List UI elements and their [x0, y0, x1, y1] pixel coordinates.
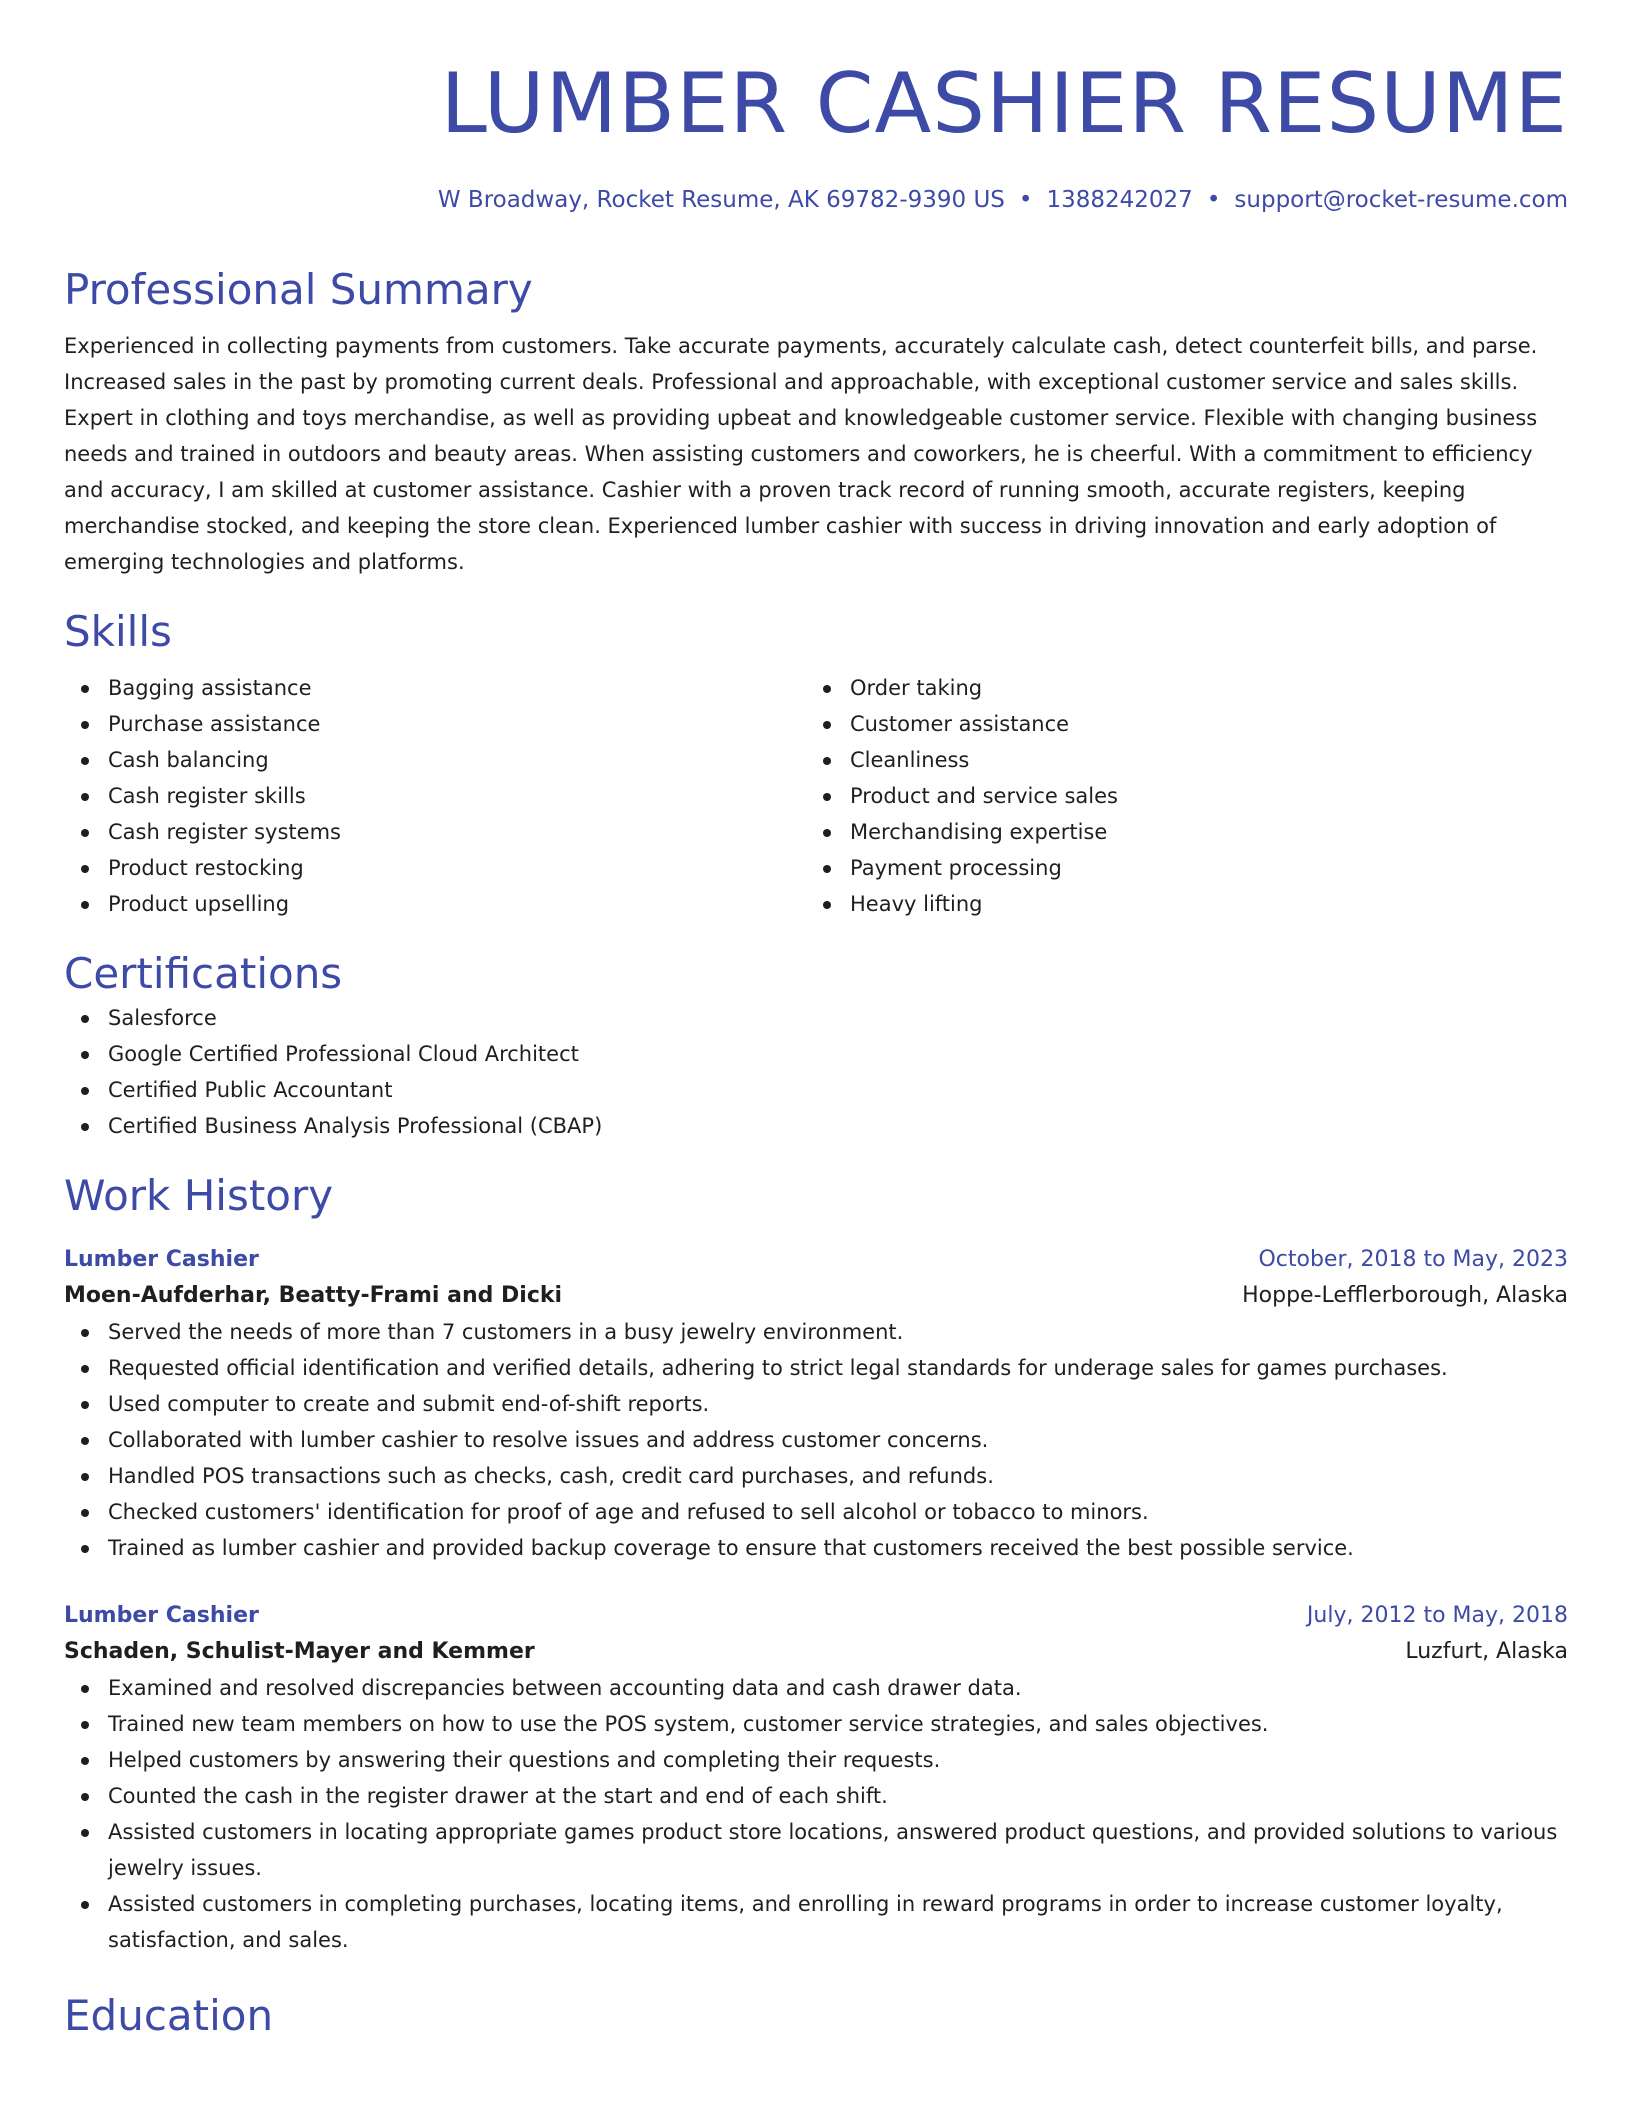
- job-duties-list: [64, 1314, 1568, 1566]
- skills-grid: [64, 670, 1568, 922]
- job-company-row: [64, 1634, 1568, 1670]
- skill-item: Order taking: [806, 670, 1548, 706]
- skill-item: Cash balancing: [64, 742, 806, 778]
- skills-column-left: [64, 670, 806, 922]
- certifications-heading: Certifications: [64, 949, 343, 998]
- job-duty-item: Collaborated with lumber cashier to resolve issues and address customer concerns.: [64, 1422, 1568, 1458]
- skill-item: Customer assistance: [806, 706, 1548, 742]
- skill-item: Heavy lifting: [806, 886, 1548, 922]
- job-duty-item: Served the needs of more than 7 customers in a busy jewelry environment.: [64, 1314, 1568, 1350]
- contact-address: W Broadway, Rocket Resume, AK 69782-9390 US: [437, 187, 1005, 213]
- skills-column-right: [806, 670, 1548, 922]
- summary-heading: Professional Summary: [64, 265, 533, 314]
- certifications-list: [64, 1000, 1568, 1144]
- skill-item: Purchase assistance: [64, 706, 806, 742]
- job-duty-item: Counted the cash in the register drawer at the start and end of each shift.: [64, 1778, 1568, 1814]
- skill-item: Cash register skills: [64, 778, 806, 814]
- summary-text: Experienced in collecting payments from customers. Take accurate payments, accurately calculate cash, detect counterfeit bills, and parse. Increased sales in the past by promoting current deals. Professional and approachable, with exceptional customer service and sales skills. Expert in clothing and toys merchandise, as well as providing upbeat and knowledgeable customer service. Flexible with changing business needs and trained in outdoors and beauty areas. When assisting customers and coworkers, he is cheerful. With a commitment to efficiency and accuracy, I am skilled at customer assistance. Cashier with a proven track record of running smooth, accurate registers, keeping merchandise stocked, and keeping the store clean. Experienced lumber cashier with success in driving innovation and early adoption of emerging technologies and platforms.: [64, 334, 1538, 574]
- job-title-row: [64, 1598, 1568, 1634]
- resume-header: [64, 54, 1568, 216]
- skill-item: Product restocking: [64, 850, 806, 886]
- work-history-heading: Work History: [64, 1171, 334, 1220]
- job-company-row: [64, 1278, 1568, 1314]
- skill-item: Cleanliness: [806, 742, 1548, 778]
- job-company: Schaden, Schulist-Mayer and Kemmer: [64, 1639, 535, 1664]
- contact-phone: 1388242027: [1046, 187, 1193, 213]
- skills-heading: Skills: [64, 607, 172, 656]
- contact-separator: •: [1018, 187, 1033, 213]
- certification-item: Google Certified Professional Cloud Architect: [64, 1036, 1568, 1072]
- job-duty-item: Trained new team members on how to use the POS system, customer service strategies, and sales objectives.: [64, 1706, 1568, 1742]
- certification-item: Certified Business Analysis Professional (CBAP): [64, 1108, 1568, 1144]
- job-duties-list: [64, 1670, 1568, 1958]
- job-title-row: [64, 1242, 1568, 1278]
- job-duty-item: Used computer to create and submit end-of-shift reports.: [64, 1386, 1568, 1422]
- resume-page: [64, 0, 1568, 2042]
- job-duty-item: Helped customers by answering their questions and completing their requests.: [64, 1742, 1568, 1778]
- job-location: Luzfurt, Alaska: [1405, 1639, 1568, 1664]
- contact-separator: •: [1206, 187, 1221, 213]
- skill-item: Product upselling: [64, 886, 806, 922]
- skill-item: Bagging assistance: [64, 670, 806, 706]
- contact-line: [64, 184, 1568, 216]
- job-location: Hoppe-Lefflerborough, Alaska: [1242, 1283, 1568, 1308]
- job-dates: July, 2012 to May, 2018: [1306, 1603, 1568, 1628]
- job-duty-item: Assisted customers in locating appropriate games product store locations, answered product questions, and provided solutions to various jewelry issues.: [64, 1814, 1568, 1886]
- job-duty-item: Assisted customers in completing purchases, locating items, and enrolling in reward programs in order to increase customer loyalty, satisfaction, and sales.: [64, 1886, 1568, 1958]
- certification-item: Salesforce: [64, 1000, 1568, 1036]
- skills-list-right: [806, 670, 1548, 922]
- job-duty-item: Examined and resolved discrepancies between accounting data and cash drawer data.: [64, 1670, 1568, 1706]
- job-entry: [64, 1242, 1568, 1566]
- job-company: Moen-Aufderhar, Beatty-Frami and Dicki: [64, 1283, 563, 1308]
- job-entry: [64, 1598, 1568, 1958]
- job-duty-item: Requested official identification and verified details, adhering to strict legal standards for underage sales for games purchases.: [64, 1350, 1568, 1386]
- skill-item: Cash register systems: [64, 814, 806, 850]
- job-title: Lumber Cashier: [64, 1603, 259, 1628]
- contact-email: support@rocket-resume.com: [1234, 187, 1568, 213]
- job-dates: October, 2018 to May, 2023: [1258, 1247, 1568, 1272]
- skill-item: Merchandising expertise: [806, 814, 1548, 850]
- job-title: Lumber Cashier: [64, 1247, 259, 1272]
- education-heading: Education: [64, 1991, 274, 2040]
- skills-list-left: [64, 670, 806, 922]
- job-duty-item: Trained as lumber cashier and provided backup coverage to ensure that customers received the best possible service.: [64, 1530, 1568, 1566]
- skill-item: Product and service sales: [806, 778, 1548, 814]
- job-duty-item: Checked customers' identification for proof of age and refused to sell alcohol or tobacco to minors.: [64, 1494, 1568, 1530]
- certification-item: Certified Public Accountant: [64, 1072, 1568, 1108]
- skill-item: Payment processing: [806, 850, 1548, 886]
- resume-name: LUMBER CASHIER RESUME: [440, 55, 1568, 152]
- job-duty-item: Handled POS transactions such as checks, cash, credit card purchases, and refunds.: [64, 1458, 1568, 1494]
